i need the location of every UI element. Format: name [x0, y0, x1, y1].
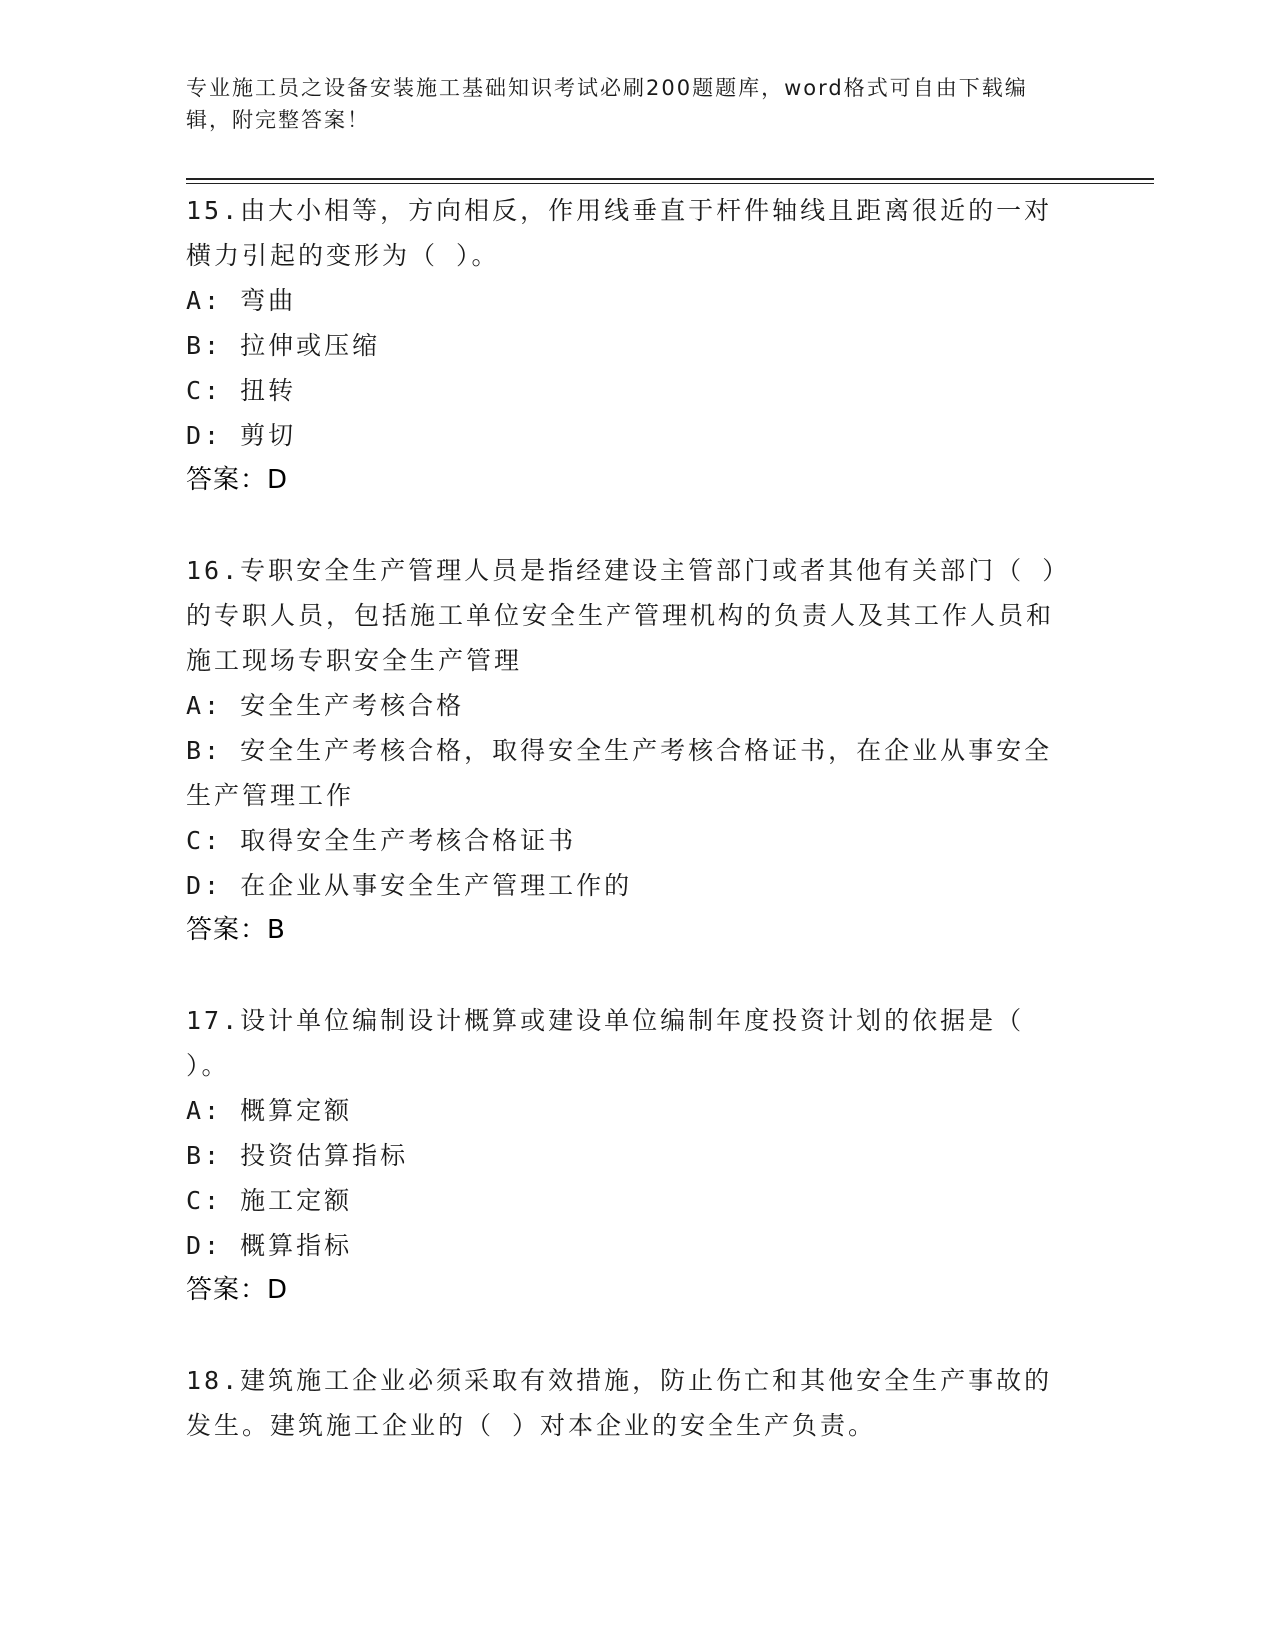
option-b: B: 安全生产考核合格，取得安全生产考核合格证书，在企业从事安全生产管理工作 [186, 736, 1053, 810]
question-text: 17.设计单位编制设计概算或建设单位编制年度投资计划的依据是（ ）。 [186, 1006, 1025, 1080]
question-spacer [186, 953, 1076, 998]
option-c: C: 取得安全生产考核合格证书 [186, 826, 577, 855]
header-divider-thin [186, 183, 1154, 184]
question-item-15 [186, 188, 1076, 503]
question-text: 16.专职安全生产管理人员是指经建设主管部门或者其他有关部门（ ）的专职人员，包括施工单位安全生产管理机构的负责人及其工作人员和施工现场专职安全生产管理 [186, 556, 1071, 675]
answer-label: 答案：B [186, 915, 286, 945]
option-d: D: 在企业从事安全生产管理工作的 [186, 871, 633, 900]
question-spacer [186, 503, 1076, 548]
question-item-18 [186, 1358, 1076, 1448]
question-text: 15.由大小相等，方向相反，作用线垂直于杆件轴线且距离很近的一对横力引起的变形为（ ）。 [186, 196, 1053, 270]
answer-label: 答案：D [186, 465, 289, 495]
answer-label: 答案：D [186, 1275, 289, 1305]
option-a: A: 安全生产考核合格 [186, 691, 465, 720]
question-text: 18.建筑施工企业必须采取有效措施，防止伤亡和其他安全生产事故的发生。建筑施工企业的（ ）对本企业的安全生产负责。 [186, 1366, 1053, 1440]
option-b: B: 拉伸或压缩 [186, 331, 381, 360]
option-d: D: 概算指标 [186, 1231, 353, 1260]
option-a: A: 概算定额 [186, 1096, 353, 1125]
question-list [186, 188, 1076, 1448]
option-d: D: 剪切 [186, 421, 297, 450]
option-b: B: 投资估算指标 [186, 1141, 409, 1170]
question-item-16 [186, 548, 1076, 953]
header-divider-thick [186, 178, 1154, 180]
document-header: 专业施工员之设备安装施工基础知识考试必刷200题题库，word格式可自由下载编辑，附完整答案！ [186, 76, 1028, 132]
option-c: C: 扭转 [186, 376, 297, 405]
question-spacer [186, 1313, 1076, 1358]
question-item-17 [186, 998, 1076, 1313]
option-c: C: 施工定额 [186, 1186, 353, 1215]
option-a: A: 弯曲 [186, 286, 297, 315]
